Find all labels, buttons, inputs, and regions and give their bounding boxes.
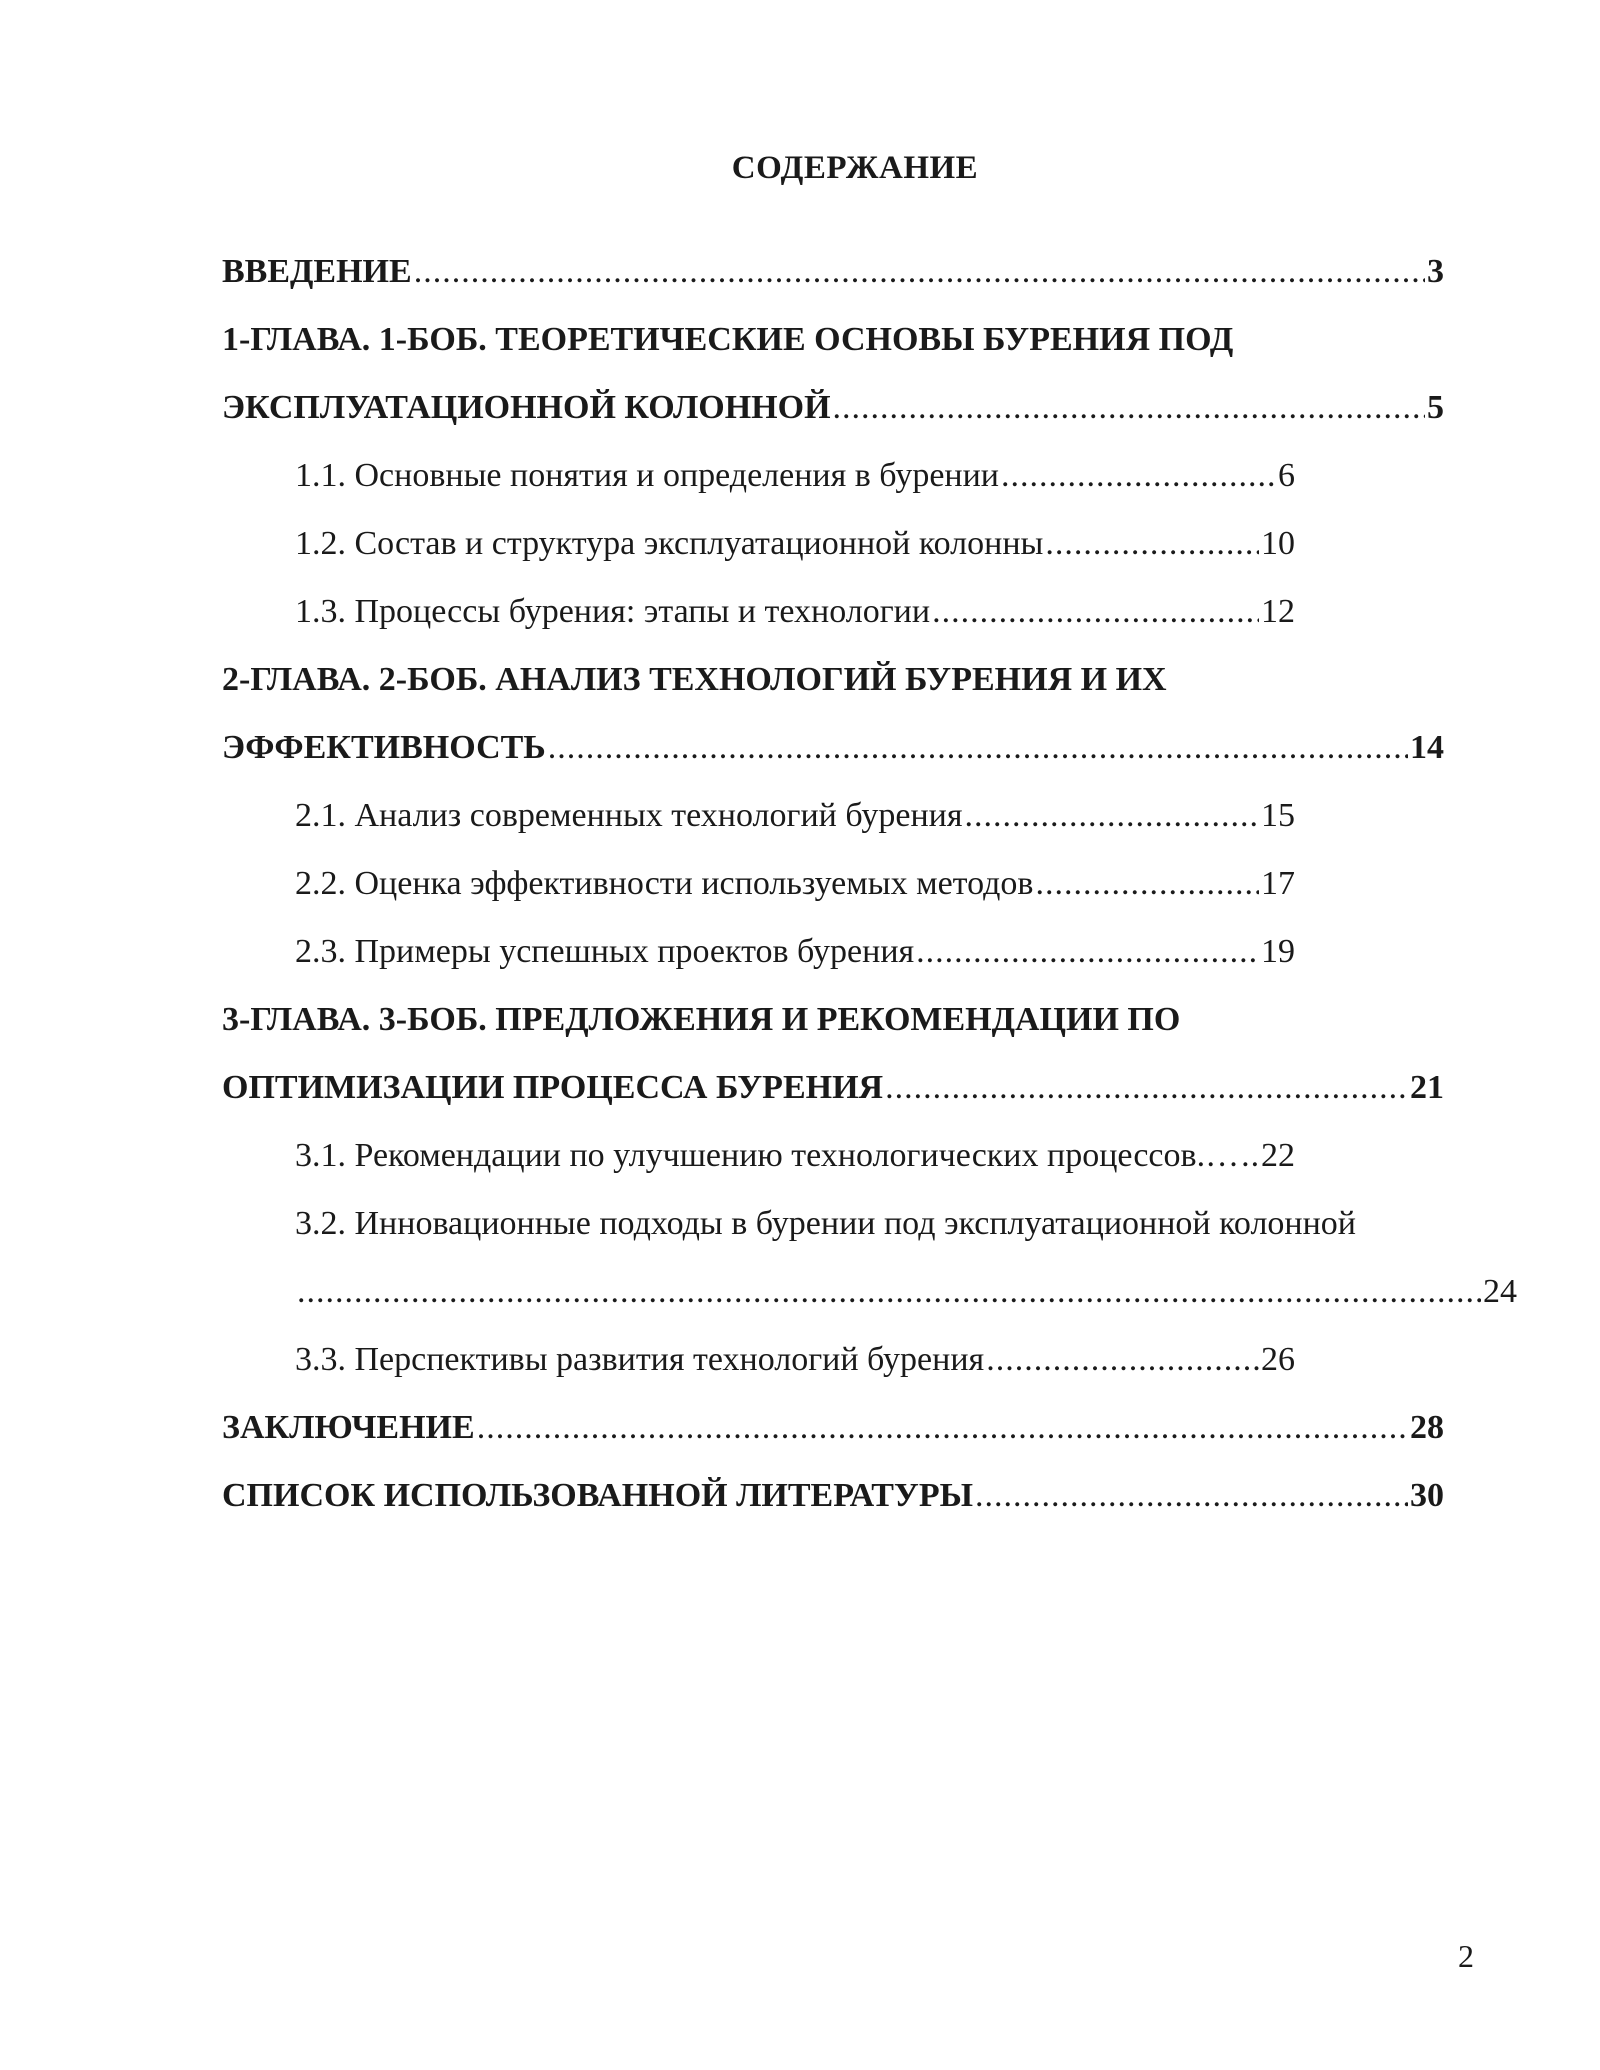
toc-entry-line: 2-ГЛАВА. 2-БОБ. АНАЛИЗ ТЕХНОЛОГИЙ БУРЕНИЯ И ИХ: [222, 661, 1167, 698]
toc-chapter-entry: [222, 306, 1444, 442]
toc-section-entry: [295, 850, 1295, 918]
toc-page-number: 30: [1410, 1477, 1444, 1514]
toc-page-number: 12: [1261, 593, 1295, 630]
toc-entry-title: 3.3. Перспективы развития технологий бурения: [295, 1341, 985, 1378]
toc-section-entry: [295, 782, 1295, 850]
dot-leader: [477, 1394, 1408, 1462]
table-of-contents: [222, 238, 1517, 1530]
dot-leader: [297, 1258, 1481, 1326]
toc-section-entry: [295, 1326, 1295, 1394]
toc-entry-title: ЗАКЛЮЧЕНИЕ: [222, 1409, 475, 1446]
toc-chapter-entry: [222, 646, 1444, 782]
toc-entry-title: ВВЕДЕНИЕ: [222, 253, 412, 290]
toc-entry-line: [222, 1054, 1444, 1122]
toc-section-entry: [295, 578, 1295, 646]
toc-entry-line: [222, 238, 1444, 306]
dot-leader: [548, 714, 1408, 782]
toc-entry-line: [295, 578, 1295, 646]
toc-entry-title: 3.1. Рекомендации по улучшению технологических процессов.…: [295, 1137, 1240, 1174]
toc-entry-title: ЭФФЕКТИВНОСТЬ: [222, 729, 546, 766]
dot-leader: [986, 1326, 1259, 1394]
toc-entry-line: [295, 442, 1295, 510]
toc-section-entry: [295, 442, 1295, 510]
dot-leader: [1001, 442, 1276, 510]
toc-section-entry: [295, 1190, 1517, 1326]
toc-page-number: 15: [1261, 797, 1295, 834]
dot-leader: [1241, 1122, 1259, 1190]
dot-leader: [975, 1462, 1408, 1530]
toc-page-number: 17: [1261, 865, 1295, 902]
toc-entry-title: 2.3. Примеры успешных проектов бурения: [295, 933, 915, 970]
dot-leader: [964, 782, 1259, 850]
dot-leader: [833, 374, 1425, 442]
toc-entry-line: [222, 714, 1444, 782]
toc-page-number: 28: [1410, 1409, 1444, 1446]
toc-entry-title: ЭКСПЛУАТАЦИОННОЙ КОЛОННОЙ: [222, 389, 831, 426]
toc-entry-title: 1.3. Процессы бурения: этапы и технологии: [295, 593, 931, 630]
toc-entry-title: 1.1. Основные понятия и определения в бурении: [295, 457, 999, 494]
dot-leader: [885, 1054, 1408, 1122]
toc-page-number: 6: [1278, 457, 1295, 494]
toc-entry-title: 1.2. Состав и структура эксплуатационной колонны: [295, 525, 1044, 562]
dot-leader: [1035, 850, 1259, 918]
toc-page-number: 5: [1427, 389, 1444, 426]
toc-page-number: 21: [1410, 1069, 1444, 1106]
toc-page-number: 24: [1483, 1273, 1517, 1310]
toc-page-number: 14: [1410, 729, 1444, 766]
toc-entry-line: [295, 918, 1295, 986]
dot-leader: [1045, 510, 1259, 578]
toc-chapter-entry: [222, 1394, 1444, 1462]
toc-entry-line: [295, 782, 1295, 850]
toc-entry-line: [222, 1462, 1444, 1530]
toc-entry-line: [222, 1394, 1444, 1462]
toc-section-entry: [295, 510, 1295, 578]
toc-page-number: 3: [1427, 253, 1444, 290]
dot-leader: [414, 238, 1425, 306]
toc-page-number: 19: [1261, 933, 1295, 970]
toc-chapter-entry: [222, 238, 1444, 306]
toc-entry-line: [295, 510, 1295, 578]
toc-entry-title: 2.2. Оценка эффективности используемых методов: [295, 865, 1034, 902]
toc-entry-title: 2.1. Анализ современных технологий бурения: [295, 797, 963, 834]
toc-section-entry: [295, 918, 1295, 986]
dot-leader: [916, 918, 1259, 986]
toc-chapter-entry: [222, 1462, 1444, 1530]
toc-entry-line: 3-ГЛАВА. 3-БОБ. ПРЕДЛОЖЕНИЯ И РЕКОМЕНДАЦИИ ПО: [222, 1001, 1181, 1038]
toc-entry-title: СПИСОК ИСПОЛЬЗОВАННОЙ ЛИТЕРАТУРЫ: [222, 1477, 973, 1514]
toc-entry-line: [295, 850, 1295, 918]
toc-entry-line: 3.2. Инновационные подходы в бурении под эксплуатационной колонной: [295, 1205, 1357, 1242]
toc-entry-line: [222, 374, 1444, 442]
toc-entry-line: [295, 1122, 1295, 1190]
dot-leader: [932, 578, 1259, 646]
toc-chapter-entry: [222, 986, 1444, 1122]
toc-section-entry: [295, 1122, 1295, 1190]
toc-entry-title: ОПТИМИЗАЦИИ ПРОЦЕССА БУРЕНИЯ: [222, 1069, 884, 1106]
toc-entry-line: [295, 1326, 1295, 1394]
toc-entry-line: [295, 1258, 1517, 1326]
toc-title: СОДЕРЖАНИЕ: [731, 150, 979, 186]
toc-page-number: 22: [1261, 1137, 1295, 1174]
toc-page-number: 10: [1261, 525, 1295, 562]
toc-entry-line: 1-ГЛАВА. 1-БОБ. ТЕОРЕТИЧЕСКИЕ ОСНОВЫ БУРЕНИЯ ПОД: [222, 321, 1234, 358]
toc-page-number: 26: [1261, 1341, 1295, 1378]
page-number: 2: [1458, 1938, 1474, 1974]
